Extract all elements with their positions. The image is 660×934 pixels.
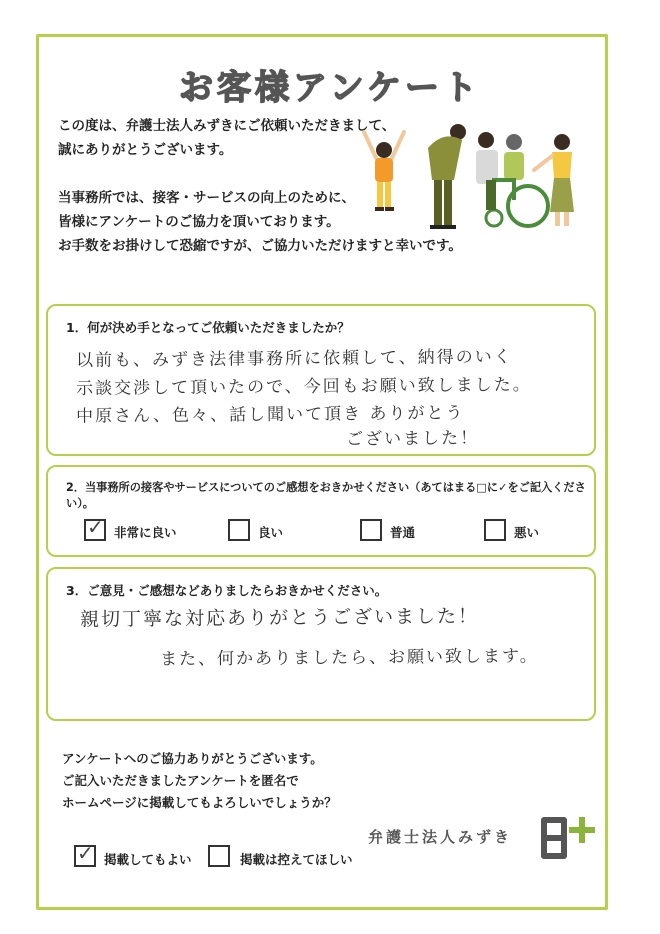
question-3-label: 3．ご意見・ご感想などありましたらおきかせください。 — [66, 583, 388, 598]
handwritten-answer: 示談交渉して頂いたので、今回もお願い致しました。 — [75, 375, 532, 399]
rating-label: 悪い — [514, 525, 540, 540]
question-3-box — [46, 567, 596, 721]
intro-line: この度は、弁護士法人みずきにご依頼いただきまして、 — [58, 118, 396, 134]
rating-label: 良い — [258, 525, 284, 540]
question-2-label: 2．当事務所の接客やサービスについてのご感想をおきかせください（あてはまる□に✓をご記入ください）。 — [66, 481, 586, 510]
publish-decline-label: 掲載は控えてほしい — [240, 852, 353, 867]
publish-ok-checkbox[interactable] — [74, 841, 96, 867]
question-2-box — [46, 465, 596, 557]
woman-figure — [534, 134, 574, 226]
footer-line: アンケートへのご協力ありがとうございます。 — [62, 751, 323, 766]
intro-paragraph-1 — [58, 114, 395, 162]
handwritten-answer: 以前も、みずき法律事務所に依頼して、納得のいく — [75, 347, 513, 371]
handwritten-answer: ございました！ — [345, 428, 480, 450]
child-figure — [364, 132, 404, 211]
rating-checkbox-good[interactable] — [228, 519, 250, 541]
firm-logo-icon — [538, 808, 596, 860]
rating-label: 普通 — [390, 525, 416, 540]
intro-line: お手数をお掛けして恐縮ですが、ご協力いただけますと幸いです。 — [58, 238, 462, 254]
rating-checkbox-bad[interactable] — [484, 519, 506, 541]
rating-checkbox-very-good[interactable] — [84, 515, 106, 541]
publish-decline-checkbox[interactable] — [208, 845, 230, 867]
footer-question — [62, 748, 337, 814]
publish-ok-label: 掲載してもよい — [104, 852, 192, 867]
check-mark-icon: ✓ — [77, 841, 94, 865]
intro-line: 皆様にアンケートのご協力を頂いております。 — [58, 214, 340, 230]
question-1-box — [46, 304, 596, 456]
rating-label: 非常に良い — [114, 525, 177, 540]
wheelchair-figure — [476, 132, 548, 226]
page-title: お客様アンケート — [179, 68, 481, 108]
question-1-label: 1．何が決め手となってご依頼いただきましたか？ — [66, 320, 350, 335]
handwritten-answer: 中原さん、色々、話し聞いて頂き ありがとう — [75, 403, 465, 427]
intro-line: 当事務所では、接客・サービスの向上のために、 — [58, 190, 355, 206]
rating-checkbox-average[interactable] — [360, 519, 382, 541]
people-illustration — [358, 118, 590, 236]
footer-line: ご記入いただきましたアンケートを匿名で — [62, 773, 299, 788]
bowing-man-figure — [428, 124, 466, 229]
check-mark-icon: ✓ — [87, 515, 104, 539]
intro-line: 誠にありがとうございます。 — [58, 142, 233, 158]
firm-name: 弁護士法人みずき — [368, 828, 513, 846]
handwritten-answer: また、何かありましたら、お願い致します。 — [159, 646, 539, 670]
handwritten-answer: 親切丁寧な対応ありがとうございました！ — [79, 605, 480, 631]
footer-line: ホームページに掲載してもよろしいでしょうか？ — [62, 795, 337, 810]
